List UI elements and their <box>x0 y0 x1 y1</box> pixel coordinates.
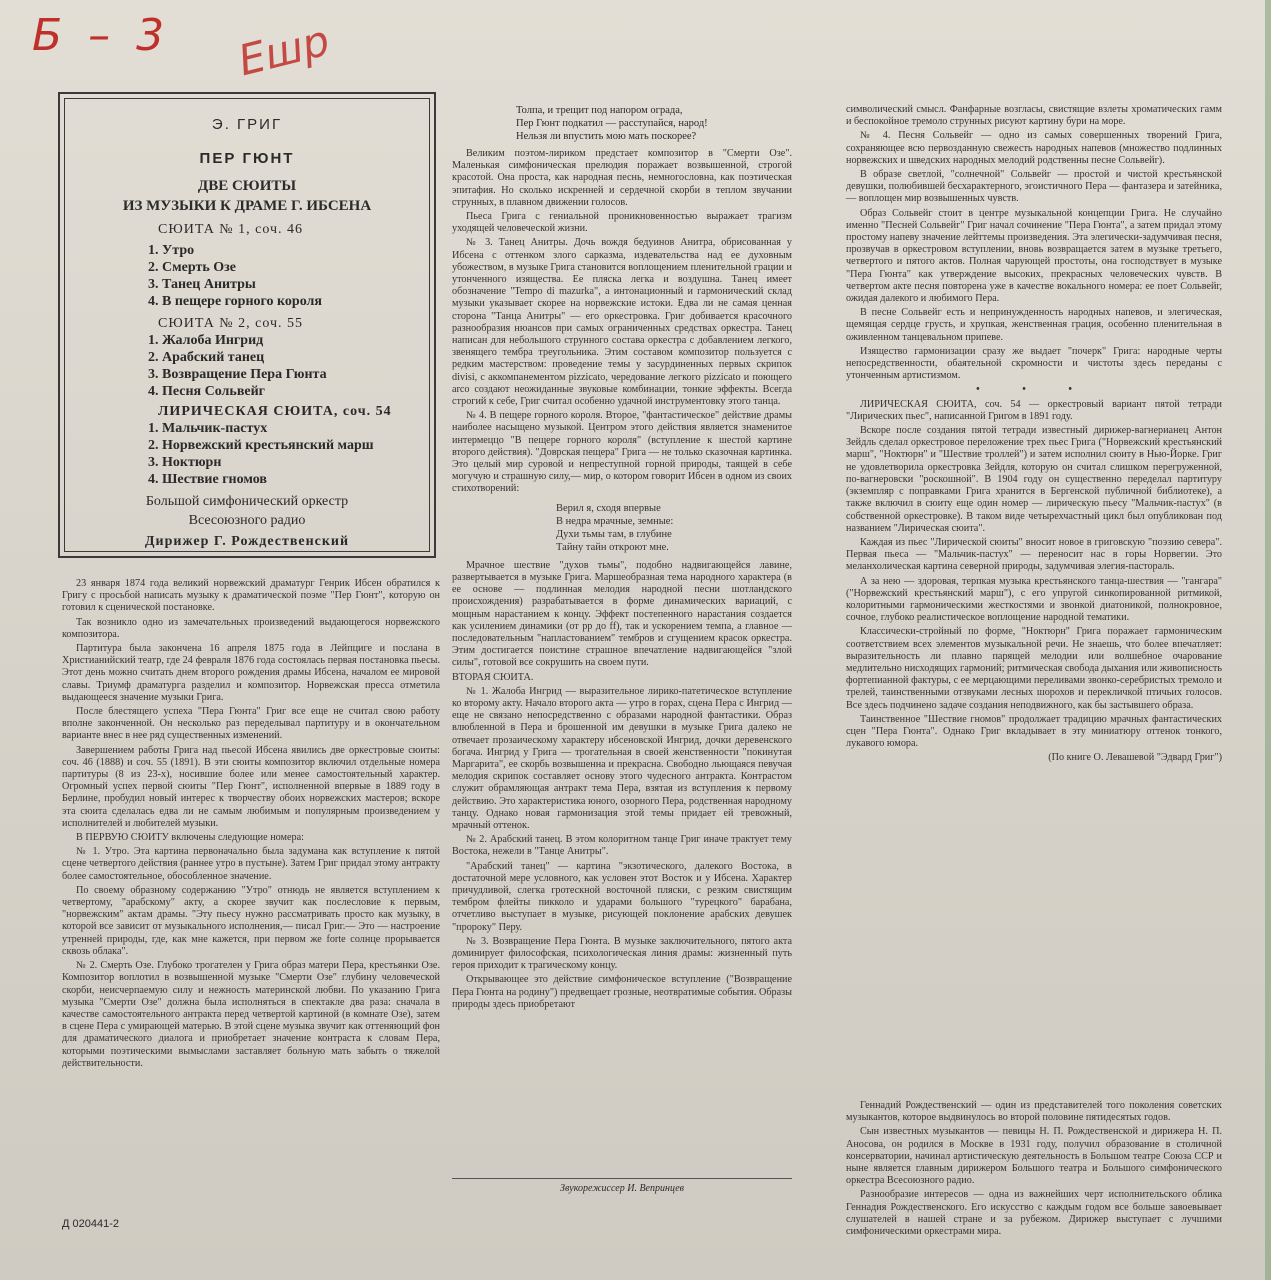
paragraph: "Арабский танец" — картина "экзотического, далекого Востока, в достаточной мере условного, как условен этот Восток и у Ибсена. Характер причудливой, слегка гротескной восточной пляски, с резким свистящим тембром флейты пикколо и ударами большого "турецкого" барабана, отчетливо выступает в музыке, рисующей поклонение арабских девушек "пророку" Перу. <box>452 860 792 933</box>
track-item: 1. Жалоба Ингрид <box>148 333 264 348</box>
paragraph: символический смысл. Фанфарные возгласы, свистящие взлеты хроматических гамм и беспокойное тремоло струнных рисуют картину бури на море. <box>846 104 1222 128</box>
paragraph: Разнообразие интересов — одна из важнейших черт исполнительского облика Геннадия Рождественского. Его искусство с каждым годом все больше завоевывает слушателей в нашей стране и за рубежом. Дирижер выступает с лучшими симфоническими оркестрами мира. <box>846 1189 1222 1238</box>
track-item: 2. Смерть Озе <box>148 260 236 275</box>
verse-quote-2 <box>452 502 792 554</box>
title-box <box>58 92 436 558</box>
lyric-suite-heading: ЛИРИЧЕСКАЯ СЮИТА, соч. 54 <box>158 404 392 419</box>
paragraph: Образ Сольвейг стоит в центре музыкальной концепции Грига. Не случайно именно "Песней Сольвейг" Григ начал сочинение "Пера Гюнта", а затем придал этому простому напеву значение лейттемы произведения. Эта элегически-задумчивая песня, прозвучав в оркестровом вступлении, вновь возвращается затем в музыке третьего, четвертого и пятого актов. Полная чарующей простоты, она господствует в музыке "Пера Гюнта" как утверждение высоких, прекрасных человеческих чувств. В четвертом акте песня повторена уже в качестве вокального номера: ее поет Сольвейг, ожидая далекого и любимого Пера. <box>846 207 1222 305</box>
conductor-bio <box>846 1100 1222 1240</box>
suite2-heading: СЮИТА № 2, соч. 55 <box>158 316 304 331</box>
paragraph: Партитура была закончена 16 апреля 1875 года в Лейпциге и послана в Христианийский театр, где 24 февраля 1876 года состоялась первая постановка пьесы. Этот день можно считать днем второго рождения драмы Ибсена, началом ее мировой славы. Триумф драматурга разделил и композитор. Норвежская пресса отметила выдающееся значение музыки Грига. <box>62 643 440 703</box>
verse-line: Духи тьмы там, в глубине <box>556 528 672 540</box>
paragraph: № 2. Арабский танец. В этом колоритном танце Григ иначе трактует тему Востока, нежели в "Танце Анитры". <box>452 834 792 858</box>
verse-line: Пер Гюнт подкатил — расступайся, народ! <box>516 118 708 129</box>
source-citation: (По книге О. Левашевой "Эдвард Григ") <box>1048 752 1222 764</box>
paragraph: Так возникло одно из замечательных произведений выдающегося норвежского композитора. <box>62 616 440 640</box>
track-item: 3. Танец Анитры <box>148 277 256 292</box>
paragraph: Великим поэтом-лириком предстает композитор в "Смерти Озе". Маленькая симфоническая прелюдия поражает возвышенной, строгой красотой. Она проста, как народная песнь, немногословна, как поэтическая эпитафия. Но сколько искренней и сердечной скорби в теплом звучании струнных, в плавном движении голосов. <box>452 148 792 208</box>
column-3-text <box>846 104 1222 767</box>
paragraph: Пьеса Грига с гениальной проникновенностью выражает трагизм уходящей человеческой жизни. <box>452 211 792 235</box>
paragraph: А за нею — здоровая, терпкая музыка крестьянского танца-шествия — "гангара" ("Норвежский крестьянский марш"), с его упругой синкопированной ритмикой, колоритными гармоническими жесткостями и звонкой диатоникой, полнокровное, сочное, глубоко реалистическое воплощение народной тематики. <box>846 575 1222 624</box>
suite1-heading: СЮИТА № 1, соч. 46 <box>158 222 304 237</box>
paragraph: Завершением работы Грига над пьесой Ибсена явились две оркестровые сюиты: соч. 46 (1888) и соч. 55 (1891). В эти сюиты композитор включил отдельные номера партитуры (8 из 23-х), носившие более или менее самостоятельный характер. Огромный успех первой сюиты "Пер Гюнт", исполненной впервые в 1889 году в Берлине, пробудил новый интерес к творчеству обоих норвежских мастеров; вскоре эта сюита сделалась едва ли не самым любимым и популярным произведением у исполнителей и любителей музыки. <box>62 744 440 829</box>
paragraph: После блестящего успеха "Пера Гюнта" Григ все еще не считал свою работу вполне законченной. Он несколько раз переделывал партитуру и в окончательном варианте внес в нее ряд существенных изменений. <box>62 706 440 742</box>
section-heading: ВТОРАЯ СЮИТА. <box>452 671 534 683</box>
verse-quote-1 <box>452 104 856 143</box>
paragraph: В ПЕРВУЮ СЮИТУ включены следующие номера: <box>76 832 304 844</box>
paragraph: № 4. Песня Сольвейг — одно из самых совершенных творений Грига, сохраняющее всю первозданную свежесть народных напевов (множество подлинных норвежских и шведских народных мелодий родственны песне Сольвейг). <box>846 130 1222 166</box>
paragraph: По своему образному содержанию "Утро" отнюдь не является вступлением к четвертому, "арабскому" акту, а скорее звучит как послесловие к первым, "норвежским" актам драмы. "Эту пьесу нужно рассматривать просто как музыку, в которой все зависит от музыкального исполнения,— писал Григ.— Это — настроение утренней природы, где, как мне кажется, при первом же forte солнце прорывается сквозь облака". <box>62 884 440 957</box>
paragraph: 23 января 1874 года великий норвежский драматург Генрик Ибсен обратился к Григу с просьбой написать музыку к драматической поэме "Пер Гюнт", которую он готовил к сценической постановке. <box>62 578 440 614</box>
track-item: 4. Шествие гномов <box>148 472 267 487</box>
paragraph: № 4. В пещере горного короля. Второе, "фантастическое" действие драмы наиболее насыщено музыкой. Центром этого действия является знаменитое интермеццо "В пещере горного короля" (вступление к шестой картине второго действия). "Доврская пещера" Грига — не только сказочная картинка. Это целый мир суровой и непреступной горной природы, таящей в себе могучую и страшную силу,— мир, о котором говорит Ибсен в одном из своих стихотворений: <box>452 410 792 495</box>
sound-engineer-credit: Звукорежиссер И. Вепринцев <box>452 1178 792 1194</box>
orchestra-line: Всесоюзного радио <box>188 513 306 528</box>
track-item: 2. Арабский танец <box>148 350 265 365</box>
paragraph: Вскоре после создания пятой тетради известный дирижер-вагнерианец Антон Зейдль сделал оркестровое переложение трех пьес Грига ("Норвежский крестьянский марш", "Ноктюрн" и "Шествие троллей") и затем исполнил сюиту в Нью-Йорке. Григ не удовлетворила оркестровка Зейдля, которую он считал слишком перегруженной, по-вагнеровски "роскошной". В 1904 году он существенно переделал партитуру (экземпляр с поправками Грига хранится в Бергенской публичной библиотеке), а также включил в сюиту еще один номер — лирическую пьесу "Мальчик-пастух" (в собственной оркестровке). В таком виде четырехчастный цикл был опубликован под названием "Лирическая сюита". <box>846 425 1222 534</box>
paragraph: Геннадий Рождественский — один из представителей того поколения советских музыкантов, которое выдвинулось во второй половине пятидесятых годов. <box>846 1100 1222 1124</box>
paragraph: Сын известных музыкантов — певицы Н. П. Рождественской и дирижера Н. П. Аносова, он родился в Москве в 1931 году, получил образование в столичной консерватории, начинал артистическую деятельность в Большом театре Союза ССР и ныне является главным дирижером Большого театра и Большого симфонического оркестра Всесоюзного радио. <box>846 1126 1222 1187</box>
composer-name: Э. ГРИГ <box>211 116 283 133</box>
verse-line: Верил я, сходя впервые <box>556 502 661 514</box>
track-item: 4. Песня Сольвейг <box>148 384 266 399</box>
orchestra-line: Большой симфонический оркестр <box>145 494 349 509</box>
verse-line: Нельзя ли впустить мою мать поскорее? <box>516 131 697 142</box>
verse-line: Тайну тайн откроют мне. <box>556 541 669 553</box>
column-2-text <box>452 148 792 1013</box>
paragraph: Классически-стройный по форме, "Ноктюрн" Грига поражает гармоническим соответствием всех элементов музыкальной речи. Не знаешь, что более впечатляет: выразительность ли плавно парящей мелодии или волшебное очарование медлительно нисходящих гармоний; ритмическая свобода дыхания или живописность фортепианной фактуры, с ее мерцающими переливами звонко-серебристых тремоло и трелей, таинственными отзвуками лесных шорохов и перекличкой птичьих голосов. Все здесь подчинено задаче создания неподвижного, как бы застывшего образа. <box>846 626 1222 711</box>
paragraph: № 1. Утро. Эта картина первоначально была задумана как вступление к пятой сцене четвертого действия (раннее утро в пустыне). Затем Григ придал этому антракту более самостоятельное, обособленное значение. <box>62 846 440 882</box>
catalog-number: Д 020441-2 <box>62 1218 119 1230</box>
column-1-text <box>62 578 440 1072</box>
track-item: 3. Возвращение Пера Гюнта <box>148 367 327 382</box>
track-item: 2. Норвежский крестьянский марш <box>148 438 374 453</box>
paragraph: В образе светлой, "солнечной" Сольвейг — простой и чистой крестьянской девушки, полюбившей бесхарактерного, эгоистичного Пера — фантазера и затейника, — воплощен мир возвышенных чувств. <box>846 169 1222 205</box>
track-item: 1. Утро <box>148 243 195 258</box>
paragraph: Каждая из пьес "Лирической сюиты" вносит новое в григовскую "поэзию севера". Первая пьеса — "Мальчик-пастух" — переносит нас в горы Норвегии. Это меланхолическая картина северной природы, задумчивая элегия-пастораль. <box>846 536 1222 573</box>
handwritten-label: Б – 3 <box>32 10 171 61</box>
track-item: 1. Мальчик-пастух <box>148 421 268 436</box>
album-heading-2: ИЗ МУЗЫКИ К ДРАМЕ Г. ИБСЕНА <box>122 198 372 214</box>
conductor-credit: Дирижер Г. Рождественский <box>144 534 350 549</box>
paragraph: Открывающее это действие симфоническое вступление ("Возвращение Пера Гюнта на родину") предвещает грозные, неотвратимые события. Образы природы здесь приобретают <box>452 974 792 1010</box>
lyric-suite-list <box>148 420 374 488</box>
handwritten-signature: Ешр <box>233 15 335 86</box>
paragraph: Изящество гармонизации сразу же выдает "почерк" Грига: народные черты непосредственности, обаятельной скромности и чистоты здесь переданы с утонченным артистизмом. <box>846 345 1222 382</box>
paragraph: № 1. Жалоба Ингрид — выразительное лирико-патетическое вступление ко второму акту. Начало второго акта — утро в горах, сцена Пера с Ингрид — еще не связано непосредственно с образами народной фантастики. Образ влюбленной в Пера и брошенной им девушки в музыке Грига далеко не отвечает прозаическому характеру ибсеновской Ингрид, дочки деревенского богача. Ингрид у Грига — трогательная в своей женственности "покинутая Маргарита", ее скорбь возвышенна и прекрасна. Свободно льющаяся певучая мелодия скрипок составляет основу этого чудесного антракта. Контрастом служит обрамляющая антракт тема Пера, взятая из вступления к первому действию. Это характеристика юного, озорного Пера, родственная народному танцу. Однако новая гармонизация этой темы придает ей тревожный, мрачный оттенок. <box>452 685 792 831</box>
suite2-list <box>148 332 327 400</box>
track-item: 4. В пещере горного короля <box>148 294 322 309</box>
paragraph: № 3. Танец Анитры. Дочь вождя бедуинов Анитра, обрисованная у Ибсена с оттенком злого сарказма, издевательства над ее духовным убожеством, в музыке Грига становится воплощением пленительной грации и утонченного изящества. Ее пляска легка и воздушна. Танец имеет обозначение "Tempo di mazurka", а интонационный и гармонический склад музыки указывает скорее на норвежские истоки. Едва ли не самая ценная сторона "Танца Анитры" — его оркестровка. Григ добивается красочного разнообразия нюансов при самых ограниченных средствах оркестра. Танец написан для небольшого струнного состава оркестра с добавлением легкого, звенящего тембра треугольника. Этим составом композитор пользуется с редким мастерством: проведение темы у засурдиненных первых скрипок divisi, с аккомпанементом pizzicato, чередование легкого pizzicato и поющего arco создают неожиданные звуковые комбинации, тонкие эффекты. Всегда строгий к себе, Григ считал особенно удачной инструментовку этого танца. <box>452 237 792 408</box>
verse-line: В недра мрачные, земные: <box>556 515 674 527</box>
sleeve-edge <box>1265 0 1271 1280</box>
orchestra-credit <box>60 492 434 530</box>
album-heading-1: ДВЕ СЮИТЫ <box>197 178 297 194</box>
paragraph: ЛИРИЧЕСКАЯ СЮИТА, соч. 54 — оркестровый вариант пятой тетради "Лирических пьес", написанной Григом в 1891 году. <box>846 398 1222 422</box>
paragraph: № 3. Возвращение Пера Гюнта. В музыке заключительного, пятого акта доминирует философская, психологическая линия драмы: жизненный путь героя приходит к трагическому концу. <box>452 935 792 972</box>
paragraph: В песне Сольвейг есть и непринужденность народных напевов, и элегическая, щемящая сердце грусть, и хрупкая, женственная грация, особенно пленительная в оживленном танцевальном припеве. <box>846 307 1222 343</box>
track-item: 3. Ноктюрн <box>148 455 222 470</box>
paragraph: Мрачное шествие "духов тьмы", подобно надвигающейся лавине, развертывается в музыке Грига. Маршеобразная тема народного характера (в ее основе — подлинная мелодия народной песни шотландского происхождения) разрабатывается в форме динамических вариаций, с мощным нарастанием к концу. Эффект постепенного нарастания создается как усилением динамики (от pp до ff), так и ускорением темпа, а главное — последовательным "напластованием" тембров и сгущением красок оркестра. Этим достигается поистине страшное впечатление надвигающейся "злой силы", готовой все сокрушить на своем пути. <box>452 559 792 669</box>
work-title: ПЕР ГЮНТ <box>199 150 295 167</box>
paragraph: Таинственное "Шествие гномов" продолжает традицию мрачных фантастических сцен "Пера Гюнта". Однако Григ вкладывает в эту миниатюру оттенок тонкого, лукавого юмора. <box>846 713 1222 750</box>
verse-line: Толпа, и трещит под напором ограда, <box>516 105 683 116</box>
section-divider-dots: • • • <box>976 384 1092 396</box>
suite1-list <box>148 242 322 310</box>
paragraph: № 2. Смерть Озе. Глубоко трогателен у Грига образ матери Пера, крестьянки Озе. Композитор воплотил в возвышенной музыке "Смерти Озе" глубину человеческой скорби, неисчерпаемую силу и нежность материнской любви. По указанию Грига музыка "Смерти Озе" должна была исполняться в спектакле два раза: сначала в качестве самостоятельного антракта перед четвертой картиной (в комнате Озе), затем в сцене Пера с умирающей матерью. В этой сцене музыка звучит как оттеняющий фон для драматического диалога и приобретает значение контраста к словам Пера, которыми поэтическими вымыслами заставляет больную мать забыть о тяжелой действительности. <box>62 960 440 1069</box>
